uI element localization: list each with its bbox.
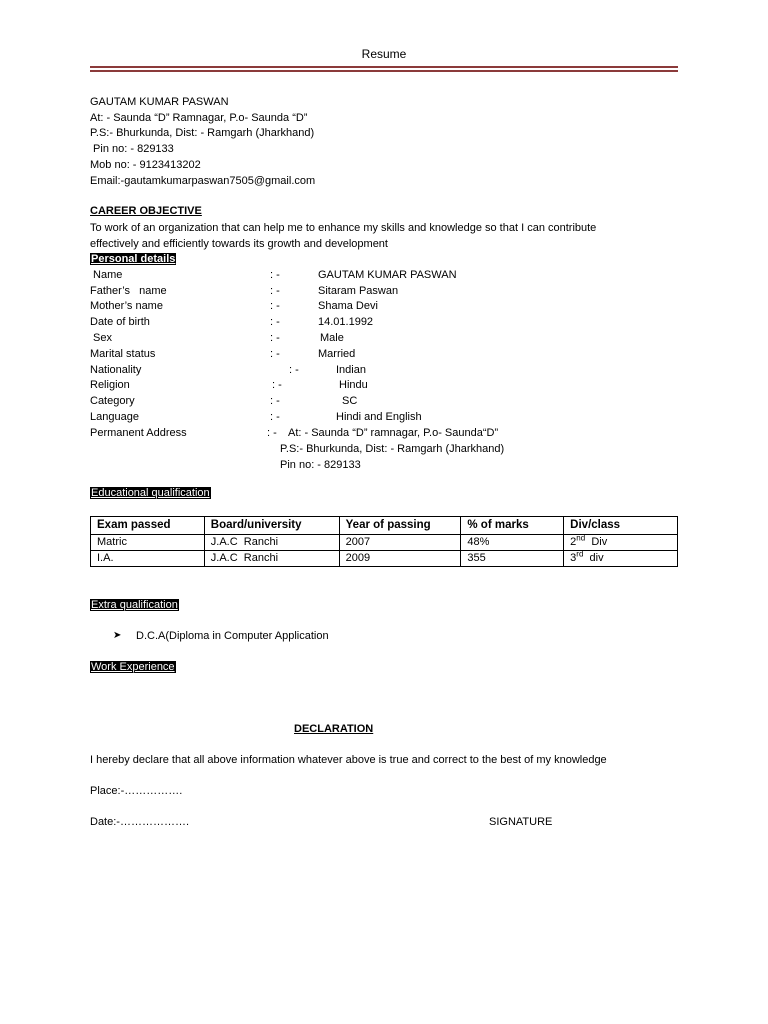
exam-cell: Matric xyxy=(91,535,205,551)
personal-separator: : - xyxy=(270,348,280,360)
personal-value: At: - Saunda “D” ramnagar, P.o- Saunda“D” xyxy=(288,427,499,439)
education-heading: Educational qualification xyxy=(91,487,210,499)
year-cell: 2009 xyxy=(339,551,461,567)
column-header: Div/class xyxy=(564,517,678,535)
career-objective-heading: CAREER OBJECTIVE xyxy=(90,205,202,217)
place-field: Place:-……………. xyxy=(90,785,183,797)
personal-label: Name xyxy=(90,269,123,281)
table-row xyxy=(91,535,678,551)
board-cell: J.A.C Ranchi xyxy=(204,535,339,551)
column-header: % of marks xyxy=(461,517,564,535)
date-field: Date:-………………. xyxy=(90,816,190,828)
address-line-2: P.S:- Bhurkunda, Dist: - Ramgarh (Jharkhand) xyxy=(90,127,315,139)
division-suffix: rd xyxy=(576,549,584,559)
personal-value: Shama Devi xyxy=(318,300,378,312)
personal-label: Language xyxy=(90,411,139,423)
personal-separator: : - xyxy=(270,269,280,281)
table-header-row xyxy=(91,517,678,535)
personal-value: Married xyxy=(318,348,356,360)
applicant-name: GAUTAM KUMAR PASWAN xyxy=(90,96,229,108)
extra-qualification-heading: Extra qualification xyxy=(91,599,178,611)
extra-qualification-item: D.C.A(Diploma in Computer Application xyxy=(136,630,329,642)
personal-label: Sex xyxy=(90,332,113,344)
column-header: Exam passed xyxy=(91,517,205,535)
email-address: Email:-gautamkumarpaswan7505@gmail.com xyxy=(90,175,316,187)
address-line-1: At: - Saunda “D” Ramnagar, P.o- Saunda “D” xyxy=(90,112,308,124)
personal-separator: : - xyxy=(289,364,299,376)
division-suffix: nd xyxy=(576,533,586,543)
personal-value: GAUTAM KUMAR PASWAN xyxy=(318,269,457,281)
division-cell xyxy=(564,535,678,551)
personal-label: Father’s name xyxy=(90,285,167,297)
header-rule-bottom xyxy=(90,70,678,72)
column-header: Year of passing xyxy=(339,517,461,535)
table-row xyxy=(91,551,678,567)
division-number: 2 xyxy=(570,536,577,548)
permanent-address-line-2: P.S:- Bhurkunda, Dist: - Ramgarh (Jharkhand) xyxy=(280,443,505,455)
year-cell: 2007 xyxy=(339,535,461,551)
personal-label: Date of birth xyxy=(90,316,150,328)
marks-cell: 355 xyxy=(461,551,564,567)
division-cell xyxy=(564,551,678,567)
header-rule-top xyxy=(90,66,678,68)
personal-separator: : - xyxy=(270,332,280,344)
personal-details-heading: Personal details xyxy=(91,253,176,265)
career-objective-line-2: effectively and efficiently towards its growth and development xyxy=(90,238,388,250)
personal-value: Male xyxy=(320,332,344,344)
personal-value: Hindu xyxy=(339,379,368,391)
personal-value: 14.01.1992 xyxy=(318,316,374,328)
permanent-address-line-3: Pin no: - 829133 xyxy=(280,459,361,471)
column-header: Board/university xyxy=(204,517,339,535)
declaration-heading: DECLARATION xyxy=(294,723,374,735)
personal-value: SC xyxy=(342,395,358,407)
marks-cell: 48% xyxy=(461,535,564,551)
division-number: 3 xyxy=(570,552,577,564)
personal-separator: : - xyxy=(270,300,280,312)
declaration-text: I hereby declare that all above information whatever above is true and correct to the best of my knowledge xyxy=(90,754,607,766)
career-objective-line-1: To work of an organization that can help me to enhance my skills and knowledge so that I can contribute xyxy=(90,222,597,234)
education-table xyxy=(90,516,678,567)
division-label: div xyxy=(583,552,604,564)
exam-cell: I.A. xyxy=(91,551,205,567)
personal-separator: : - xyxy=(270,285,280,297)
signature-label: SIGNATURE xyxy=(489,816,553,828)
personal-label: Religion xyxy=(90,379,130,391)
personal-separator: : - xyxy=(270,316,280,328)
pin-number: Pin no: - 829133 xyxy=(90,143,174,155)
mobile-number: Mob no: - 9123413202 xyxy=(90,159,201,171)
personal-separator: : - xyxy=(272,379,282,391)
personal-separator: : - xyxy=(267,427,277,439)
page-title: Resume xyxy=(361,47,407,61)
personal-value: Indian xyxy=(336,364,366,376)
personal-label: Mother’s name xyxy=(90,300,163,312)
arrowhead-bullet-icon: ➤ xyxy=(113,630,122,641)
personal-value: Sitaram Paswan xyxy=(318,285,399,297)
personal-label: Marital status xyxy=(90,348,156,360)
personal-label: Nationality xyxy=(90,364,142,376)
personal-separator: : - xyxy=(270,411,280,423)
personal-label: Category xyxy=(90,395,135,407)
personal-label: Permanent Address xyxy=(90,427,187,439)
personal-value: Hindi and English xyxy=(336,411,422,423)
personal-separator: : - xyxy=(270,395,280,407)
work-experience-heading: Work Experience xyxy=(91,661,175,673)
board-cell: J.A.C Ranchi xyxy=(204,551,339,567)
division-label: Div xyxy=(585,536,608,548)
